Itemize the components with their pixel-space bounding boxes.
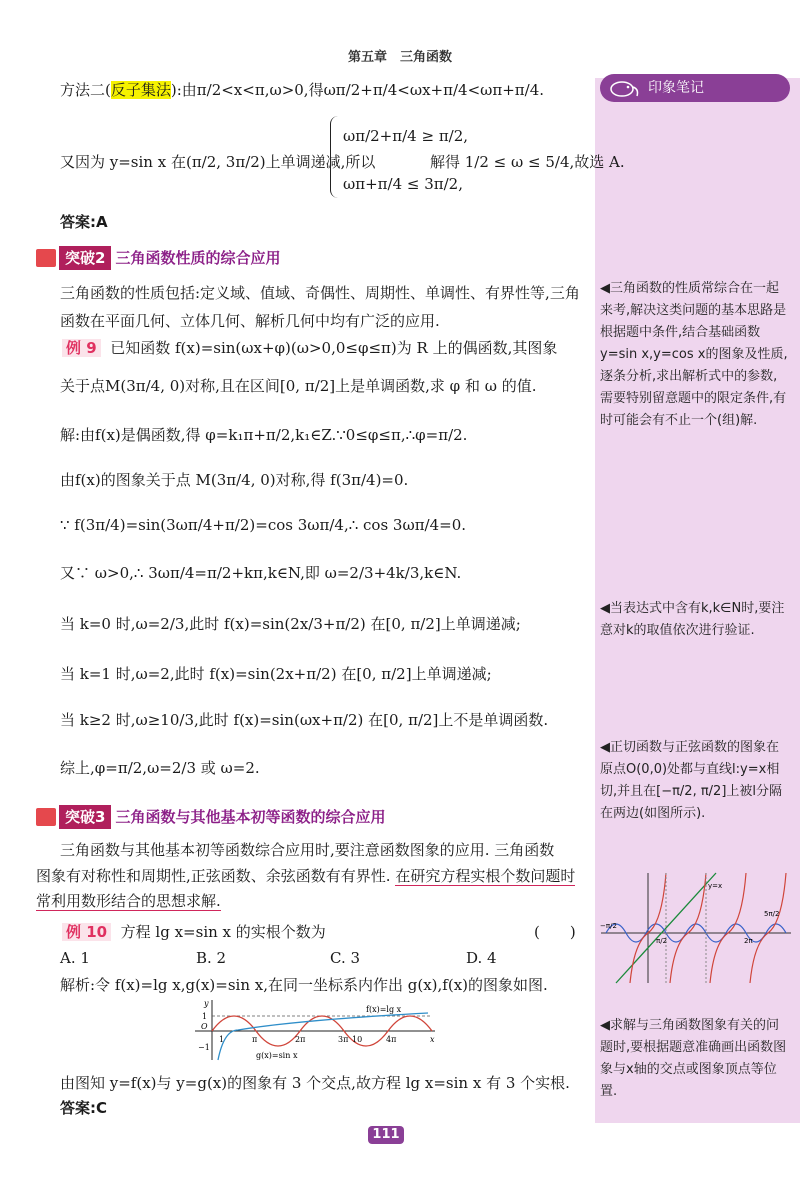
graph-bottom-label: 2π — [744, 937, 753, 945]
sidebar-note-4: ◀求解与三角函数图象有关的问题时,要根据题意准确画出函数图象与x轴的交点或图象顶点等位置. — [600, 1018, 787, 1099]
page-number: 111 — [368, 1126, 404, 1144]
section-3-intro-2 — [36, 866, 575, 886]
lg-sin-one: 1 — [202, 1012, 208, 1021]
option-d: D. 4 — [466, 949, 497, 967]
section-3-intro-3 — [36, 891, 221, 911]
example-9-line1 — [62, 338, 557, 358]
example-10-conclusion: 由图知 y=f(x)与 y=g(x)的图象有 3 个交点,故方程 lg x=sin x 有 3 个实根. — [60, 1074, 570, 1092]
section-3-title: 三角函数与其他基本初等函数的综合应用 — [115, 807, 386, 826]
graph-left-label: −π/2 — [600, 922, 617, 930]
section-3-intro-1: 三角函数与其他基本初等函数综合应用时,要注意函数图象的应用. 三角函数 — [60, 841, 555, 859]
ex9-step-4: 又∵ ω>0,∴ 3ωπ/4=π/2+kπ,k∈N,即 ω=2/3+4k/3,k∈N. — [60, 564, 462, 582]
ex9-step-8: 综上,φ=π/2,ω=2/3 或 ω=2. — [60, 759, 260, 777]
example-10-question: 方程 lg x=sin x 的实根个数为 — [120, 923, 326, 941]
tick-10: 10 — [352, 1035, 363, 1044]
method2-line1 — [60, 80, 544, 100]
example-9-q2: 关于点M(3π/4, 0)对称,且在区间[0, π/2]上是单调函数,求 φ 和 ω 的值. — [60, 377, 537, 395]
section-3-intro-2u: 在研究方程实根个数问题时 — [395, 867, 576, 885]
graph-top-label: 5π/2 — [764, 910, 780, 918]
ex9-step-5: 当 k=0 时,ω=2/3,此时 f(x)=sin(2x/3+π/2) 在[0, π/2]上单调递减; — [60, 615, 521, 633]
lg-sin-graph — [190, 998, 440, 1064]
graph-right-label: π/2 — [656, 937, 668, 945]
tan-sin-graph — [596, 868, 796, 988]
system-eq-1: ωπ/2+π/4 ≥ π/2, — [343, 127, 469, 145]
section-2-intro: 三角函数的性质包括:定义域、值域、奇偶性、周期性、单调性、有界性等,三角函数在平面几何、立体几何、解析几何中均有广泛的应用. — [60, 284, 580, 330]
method2-prefix: 方法二( — [60, 81, 111, 99]
lg-sin-neg-one: −1 — [198, 1043, 210, 1052]
example-9-q1: 已知函数 f(x)=sin(ωx+φ)(ω>0,0≤φ≤π)为 R 上的偶函数,其图象 — [110, 339, 558, 357]
graph-line-label: y=x — [708, 882, 723, 890]
option-a: A. 1 — [60, 949, 90, 967]
section-2-title: 三角函数性质的综合应用 — [115, 248, 281, 267]
section-3-tag: 突破3 — [59, 805, 111, 829]
method2-line2a: 又因为 y=sin x 在(π/2, 3π/2)上单调递减,所以 — [60, 153, 376, 171]
example-10-paren: ( ) — [534, 923, 576, 941]
f-label: f(x)=lg x — [366, 1005, 402, 1014]
section-3-intro-2a: 图象有对称性和周期性,正弦函数、余弦函数有有界性. — [36, 867, 396, 885]
ex9-step-6: 当 k=1 时,ω=2,此时 f(x)=sin(2x+π/2) 在[0, π/2]上单调递减; — [60, 665, 492, 683]
tick-pi: π — [252, 1035, 258, 1044]
ex9-step-7: 当 k≥2 时,ω≥10/3,此时 f(x)=sin(ωx+π/2) 在[0, π/2]上不是单调函数. — [60, 711, 549, 729]
example-10-analysis: 解析:令 f(x)=lg x,g(x)=sin x,在同一坐标系内作出 g(x),f(x)的图象如图. — [60, 976, 548, 994]
sidebar-note-3: ◀正切函数与正弦函数的图象在原点O(0,0)处都与直线l:y=x相切,并且在[−π/2, π/2]上被l分隔在两边(如图所示). — [600, 740, 783, 821]
elephant-icon — [606, 77, 640, 99]
sidebar-header — [600, 74, 790, 102]
tick-2pi: 2π — [295, 1035, 306, 1044]
section-2-tag: 突破2 — [59, 246, 111, 270]
section-2-heading — [36, 244, 280, 270]
lg-sin-x: x — [430, 1035, 435, 1044]
option-b: B. 2 — [196, 949, 227, 967]
example-10-answer: 答案:C — [60, 1099, 108, 1117]
lg-sin-y: y — [204, 999, 209, 1008]
book-icon — [36, 808, 56, 826]
example-10-line — [62, 922, 326, 942]
brace — [330, 116, 341, 198]
ex9-step-1: 解:由f(x)是偶函数,得 φ=k₁π+π/2,k₁∈Z.∵0≤φ≤π,∴φ=π/2. — [60, 426, 468, 444]
option-c: C. 3 — [330, 949, 361, 967]
sidebar-title: 印象笔记 — [648, 80, 704, 96]
method2-rest: ):由π/2<x<π,ω>0,得ωπ/2+π/4<ωx+π/4<ωπ+π/4. — [170, 81, 545, 99]
ex9-step-2: 由f(x)的图象关于点 M(3π/4, 0)对称,得 f(3π/4)=0. — [60, 471, 409, 489]
tick-1: 1 — [219, 1035, 225, 1044]
method2-answer: 答案:A — [60, 213, 108, 231]
chapter-header: 第五章 三角函数 — [347, 50, 452, 65]
section-3-heading — [36, 803, 385, 829]
lg-sin-o: O — [201, 1022, 208, 1031]
tick-3pi: 3π — [338, 1035, 349, 1044]
method2-line2b: 解得 1/2 ≤ ω ≤ 5/4,故选 A. — [430, 153, 625, 171]
example-10-label: 例 10 — [62, 923, 111, 941]
example-9-label: 例 9 — [62, 339, 101, 357]
sidebar-note-2: ◀当表达式中含有k,k∈N时,要注意对k的取值依次进行验证. — [600, 601, 785, 638]
sidebar-note-1: ◀三角函数的性质常综合在一起来考,解决这类问题的基本思路是根据题中条件,结合基础函数y=sin x,y=cos x的图象及性质,逐条分析,求出解析式中的参数,需要特别留意题中的限定条件,有时可能会有不止一个(组)解. — [600, 281, 788, 428]
ex9-step-3: ∵ f(3π/4)=sin(3ωπ/4+π/2)=cos 3ωπ/4,∴ cos 3ωπ/4=0. — [60, 516, 467, 534]
method2-highlight: 反子集法 — [110, 81, 171, 99]
section-3-intro-3u: 常利用数形结合的思想求解. — [36, 892, 221, 910]
book-icon — [36, 249, 56, 267]
system-eq-2: ωπ+π/4 ≤ 3π/2, — [343, 175, 463, 193]
g-label: g(x)=sin x — [256, 1051, 298, 1060]
tick-4pi: 4π — [386, 1035, 397, 1044]
